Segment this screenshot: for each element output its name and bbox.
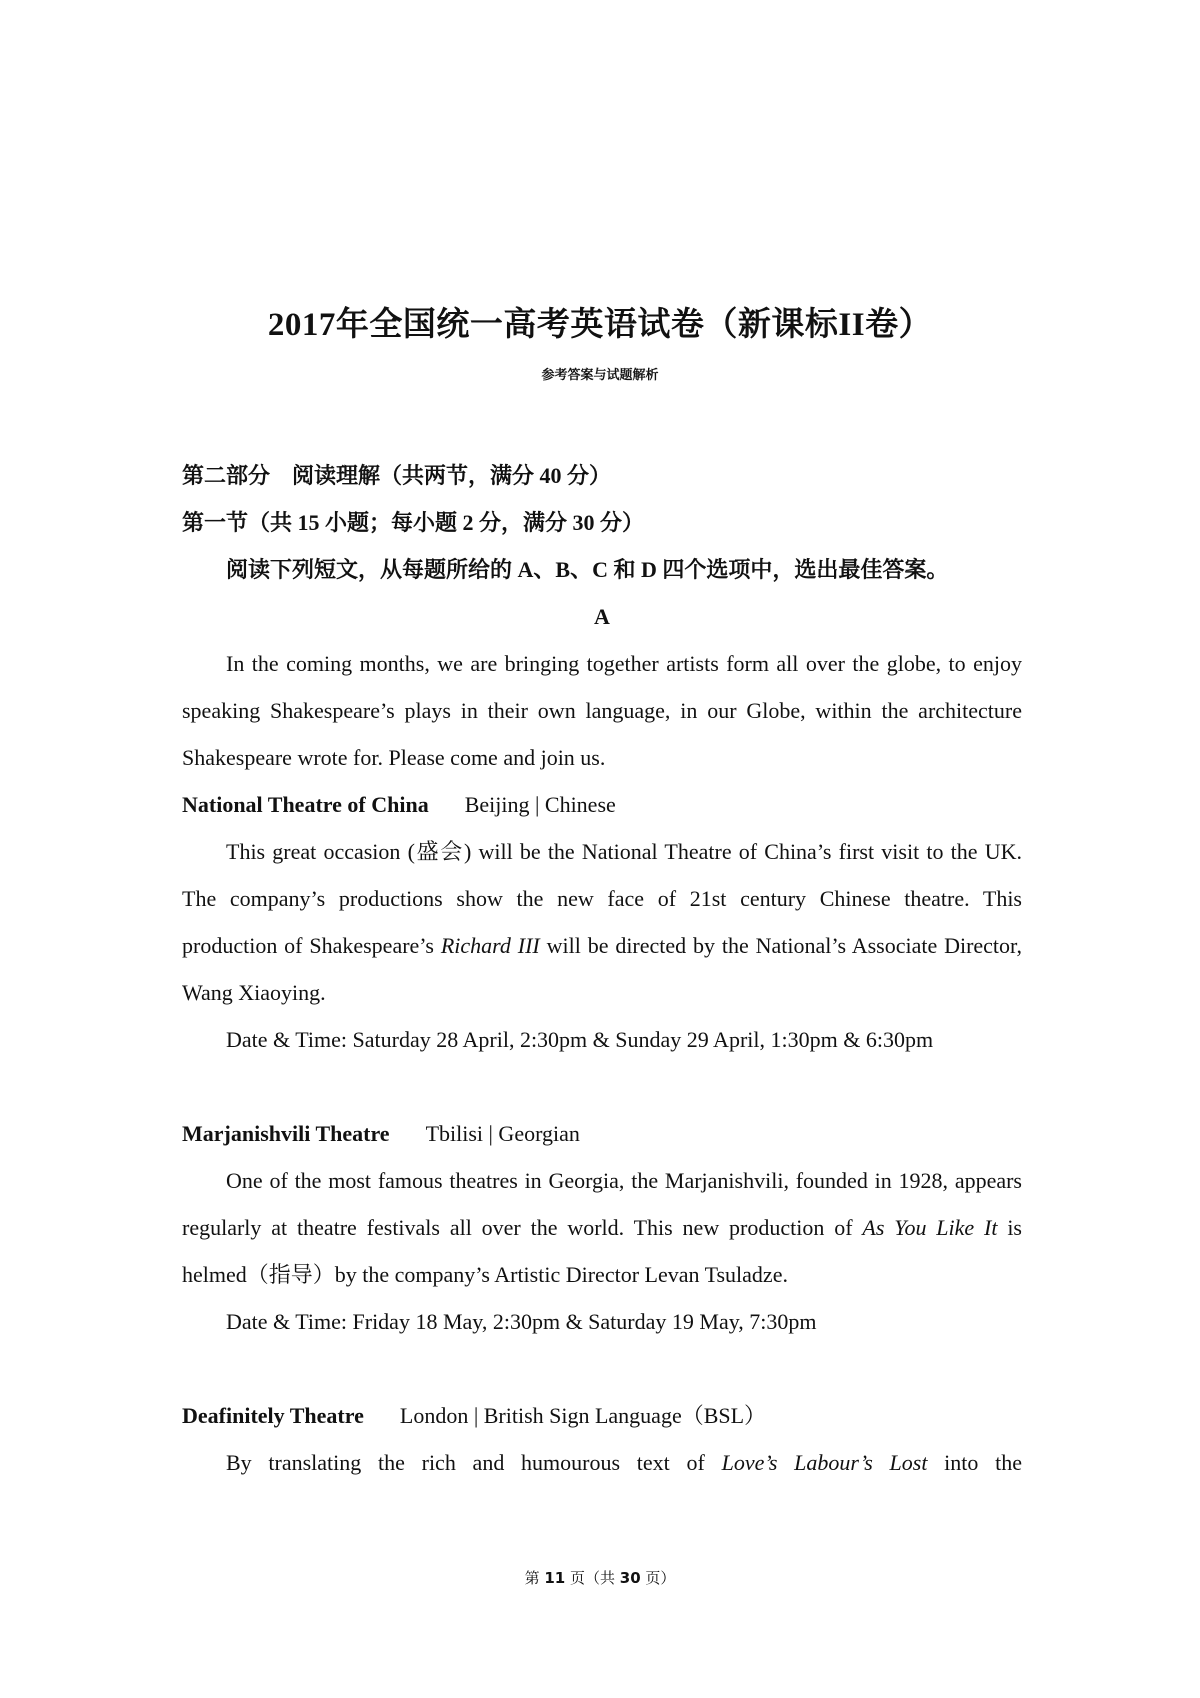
description-text: One of the most famous theatres in Georgia, the Marjanishvili, founded in 1928, appears regularly at theatre festivals all over the world. This new production of [182,1168,1022,1240]
passage-letter: A [594,604,610,629]
description-text: is helmed（指导）by the company’s Artistic Director Levan Tsuladze. [182,1215,1022,1287]
subsection-heading: 第一节（共 15 小题；每小题 2 分，满分 30 分） [182,510,645,535]
description-text: into the [927,1450,1023,1475]
theatre-name: National Theatre of China [182,792,429,817]
performance-date: Date & Time: Friday 18 May, 2:30pm & Saturday 19 May, 7:30pm [226,1309,817,1334]
page-number: 11 [544,1569,566,1587]
performance-date: Date & Time: Saturday 28 April, 2:30pm & Sunday 29 April, 1:30pm & 6:30pm [226,1027,934,1052]
page-content [182,452,1022,1486]
theatre-description [182,828,1022,1016]
theatre-description [182,1439,1022,1486]
theatre-name: Deafinitely Theatre [182,1403,364,1428]
reading-instruction: 阅读下列短文，从每题所给的 A、B、C 和 D 四个选项中，选出最佳答案。 [226,557,949,582]
theatre-heading [182,781,1022,828]
description-text: This great occasion (盛会) will be the National Theatre of China’s first visit to the UK. The company’s productions show the new face of 21st century Chinese theatre. This production of Shakespeare’s [182,839,1022,958]
theatre-description [182,1157,1022,1298]
theatre-heading [182,1392,1022,1439]
theatre-location: Beijing | Chinese [464,792,616,817]
document-title: 2017年全国统一高考英语试卷（新课标II卷） [267,307,933,343]
passage-intro: In the coming months, we are bringing together artists form all over the globe, to enjoy speaking Shakespeare’s plays in their own language, in our Globe, within the architecture Shakespeare wrote for. Please come and join us. [182,651,1022,770]
part-heading: 第二部分 阅读理解（共两节，满分 40 分） [182,463,612,488]
description-text: will be directed by the National’s Associate Director, Wang Xiaoying. [182,933,1022,1005]
theatre-heading [182,1110,1022,1157]
play-title: As You Like It [862,1215,998,1240]
page-footer: 第 11 页（共 30 页） [524,1569,676,1587]
description-text: By translating the rich and humourous text of [226,1450,722,1475]
theatre-location: London | British Sign Language（BSL） [399,1403,767,1428]
total-pages: 30 [619,1569,641,1587]
theatre-location: Tbilisi | Georgian [425,1121,580,1146]
play-title: Love’s Labour’s Lost [721,1450,928,1475]
theatre-name: Marjanishvili Theatre [182,1121,390,1146]
play-title: Richard III [440,933,540,958]
document-subtitle: 参考答案与试题解析 [541,368,659,383]
